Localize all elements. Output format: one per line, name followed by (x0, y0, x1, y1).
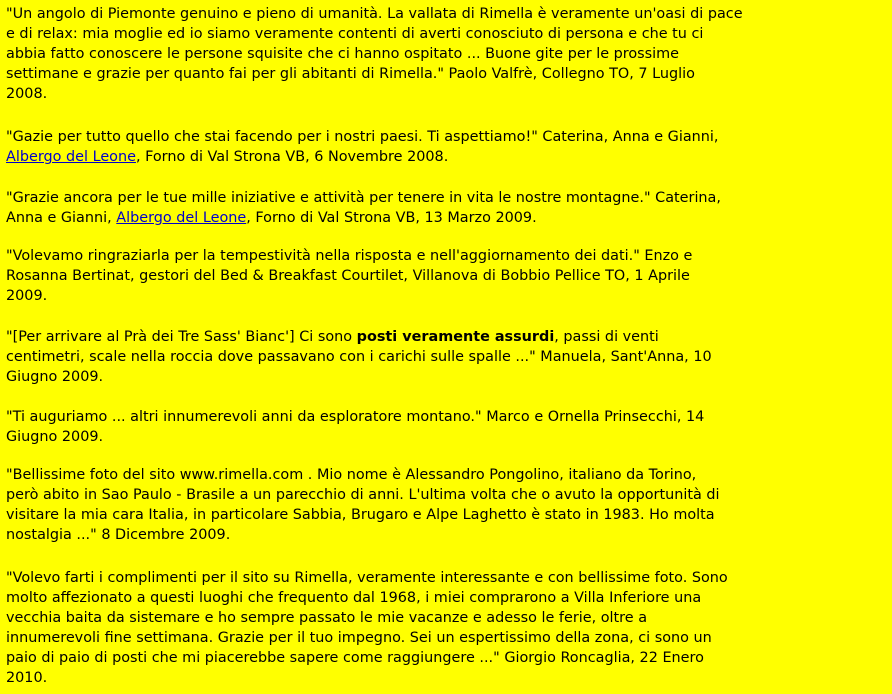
testimonial-roncaglia (6, 568, 728, 688)
testimonial-valfre (6, 4, 743, 104)
text-line: e di relax: mia moglie ed io siamo veramente contenti di averti conosciuto di persona e che tu ci (6, 26, 704, 42)
text-line (6, 327, 712, 347)
text-line: "Un angolo di Piemonte genuino e pieno di umanità. La vallata di Rimella è veramente un'oasi di pace (6, 6, 743, 22)
text-line: "Bellissime foto del sito www.rimella.com . Mio nome è Alessandro Pongolino, italiano da Torino, (6, 467, 697, 483)
text-line: "Gazie per tutto quello che stai facendo per i nostri paesi. Ti aspettiamo!" Caterina, Anna e Gianni, (6, 129, 719, 145)
testimonial-albergo-leone-2008 (6, 127, 718, 167)
testimonial-pongolino (6, 465, 720, 545)
text-line: vecchia baita da sistemare e ho sempre passato le mie vacanze e adesso le ferie, oltre a (6, 610, 648, 626)
text-line: 2008. (6, 86, 48, 102)
text-line: "Grazie ancora per le tue mille iniziative e attività per tenere in vita le nostre montagne." Caterina, (6, 190, 721, 206)
text-line (6, 208, 721, 228)
text-line: Giugno 2009. (6, 369, 104, 385)
text-fragment: "[Per arrivare al Prà dei Tre Sass' Bianc'] Ci sono (6, 329, 357, 345)
text-line: paio di paio di posti che mi piacerebbe sapere come raggiungere ..." Giorgio Roncaglia, 22 Enero (6, 650, 704, 666)
text-line: Rosanna Bertinat, gestori del Bed & Breakfast Courtilet, Villanova di Bobbio Pellice TO, 1 Aprile (6, 268, 690, 284)
text-line: settimane e grazie per quanto fai per gli abitanti di Rimella." Paolo Valfrè, Collegno TO, 7 Luglio (6, 66, 695, 82)
text-line: "Ti auguriamo ... altri innumerevoli anni da esploratore montano." Marco e Ornella Prinsecchi, 14 (6, 409, 705, 425)
text-line: centimetri, scale nella roccia dove passavano con i carichi sulle spalle ..." Manuela, Sant'Anna, 10 (6, 349, 712, 365)
text-fragment: , Forno di Val Strona VB, 13 Marzo 2009. (246, 210, 537, 226)
text-fragment: , passi di venti (554, 329, 659, 345)
text-line: visitare la mia cara Italia, in particolare Sabbia, Brugaro e Alpe Laghetto è stato in 1983. Ho molta (6, 507, 715, 523)
text-line: 2010. (6, 670, 48, 686)
text-fragment: , Forno di Val Strona VB, 6 Novembre 2008. (135, 149, 449, 165)
testimonial-bertinat (6, 246, 692, 306)
albergo-del-leone-link[interactable]: Albergo del Leone (116, 210, 247, 226)
text-line: molto affezionato a questi luoghi che frequento dal 1968, i miei comprarono a Villa Inferiore una (6, 590, 702, 606)
text-line (6, 147, 718, 167)
text-line: 2009. (6, 288, 48, 304)
text-line: però abito in Sao Paulo - Brasile a un parecchio di anni. L'ultima volta che o avuto la opportunità di (6, 487, 720, 503)
testimonial-manuela (6, 327, 712, 387)
text-line: Giugno 2009. (6, 429, 104, 445)
text-line: abbia fatto conoscere le persone squisite che ci hanno ospitato ... Buone gite per le prossime (6, 46, 680, 62)
text-line: nostalgia ..." 8 Dicembre 2009. (6, 527, 231, 543)
testimonial-prinsecchi (6, 407, 704, 447)
albergo-del-leone-link[interactable]: Albergo del Leone (6, 149, 136, 165)
text-fragment: Anna e Gianni, (6, 210, 117, 226)
text-line: innumerevoli fine settimana. Grazie per il tuo impegno. Sei un espertissimo della zona, ci sono un (6, 630, 712, 646)
text-line: "Volevamo ringraziarla per la tempestività nella risposta e nell'aggiornamento dei dati." Enzo e (6, 248, 693, 264)
text-line: "Volevo farti i complimenti per il sito su Rimella, veramente interessante e con bellissime foto. Sono (6, 570, 728, 586)
bold-phrase: posti veramente assurdi (356, 329, 555, 345)
testimonial-albergo-leone-2009 (6, 188, 721, 228)
